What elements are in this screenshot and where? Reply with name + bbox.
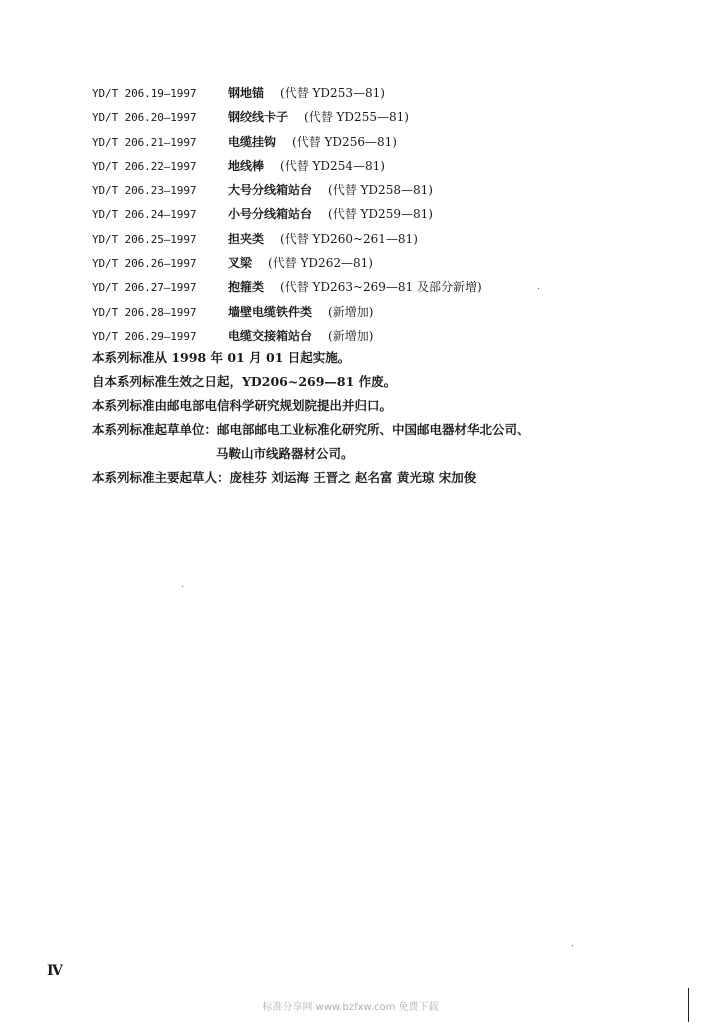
standard-note: (代替 YD259—81): [328, 207, 433, 222]
standard-title: 钢地锚: [228, 86, 265, 100]
standard-entry: [92, 303, 482, 327]
standard-code: YD/T 206.22—1997: [92, 159, 197, 173]
scan-speck: [572, 945, 573, 946]
standard-entry: [92, 230, 482, 254]
standard-note: (代替 YD258—81): [328, 183, 433, 198]
standard-code: YD/T 206.21—1997: [92, 135, 197, 149]
drafting-units-continuation: 马鞍山市线路器材公司。: [216, 446, 354, 461]
notes-section: [92, 348, 530, 492]
standard-title: 地线棒: [228, 158, 265, 173]
proposer-note: 本系列标准由邮电部电信科学研究规划院提出并归口。: [92, 398, 393, 413]
standard-note: (代替 YD262—81): [268, 256, 373, 271]
standard-title: 电缆交接箱站台: [228, 328, 313, 343]
standard-title: 小号分线箱站台: [228, 207, 313, 222]
standard-code: YD/T 206.25—1997: [92, 232, 197, 246]
drafting-units-note: 本系列标准起草单位：邮电部邮电工业标准化研究所、中国邮电器材华北公司、: [92, 422, 530, 437]
standard-note: (代替 YD255—81): [304, 110, 409, 125]
standard-entry: [92, 157, 482, 181]
standard-code: YD/T 206.20—1997: [92, 111, 197, 125]
scan-speck: [182, 586, 183, 587]
standard-title: 抱箍类: [228, 280, 265, 295]
scan-speck: [538, 288, 539, 289]
standard-title: 大号分线箱站台: [228, 183, 313, 198]
standard-note: (代替 YD253—81): [280, 86, 385, 100]
standard-note: (代替 YD254—81): [280, 158, 385, 173]
page-number: Ⅳ: [47, 963, 63, 979]
standard-title: 担夹类: [228, 231, 265, 246]
standard-entry: [92, 254, 482, 278]
watermark-text: 标准分享网 www.bzfxw.com 免费下载: [262, 1002, 439, 1013]
standard-note: (新增加): [328, 304, 374, 319]
standard-title: 电缆挂钩: [228, 134, 277, 149]
standard-code: YD/T 206.29—1997: [92, 329, 197, 343]
standard-entry: [92, 205, 482, 229]
standard-note: (新增加): [328, 328, 374, 343]
standard-code: YD/T 206.28—1997: [92, 305, 197, 319]
implementation-date-note: 本系列标准从 1998 年 01 月 01 日起实施。: [92, 350, 351, 365]
standard-title: 墙壁电缆铁件类: [228, 304, 313, 319]
standard-entry: [92, 181, 482, 205]
standard-entry: [92, 84, 482, 108]
standard-code: YD/T 206.24—1997: [92, 208, 197, 222]
standard-entry: [92, 133, 482, 157]
standards-list: [92, 84, 482, 351]
standard-note: (代替 YD263~269—81 及部分新增): [280, 280, 482, 295]
standard-code: YD/T 206.27—1997: [92, 281, 197, 295]
standard-title: 叉梁: [228, 256, 253, 271]
standard-code: YD/T 206.19—1997: [92, 87, 197, 100]
standard-entry: [92, 278, 482, 302]
standard-entry: [92, 108, 482, 132]
standard-code: YD/T 206.23—1997: [92, 184, 197, 198]
standard-title: 钢绞线卡子: [228, 110, 289, 125]
scan-edge-mark: [688, 988, 689, 1022]
supersede-note: 自本系列标准生效之日起，YD206~269—81 作废。: [92, 374, 397, 389]
standard-code: YD/T 206.26—1997: [92, 257, 197, 271]
drafters-note: 本系列标准主要起草人：庞桂芬 刘运海 王晋之 赵名富 黄光琼 宋加俊: [92, 470, 477, 485]
standard-note: (代替 YD256—81): [292, 134, 397, 149]
standard-note: (代替 YD260~261—81): [280, 231, 418, 246]
